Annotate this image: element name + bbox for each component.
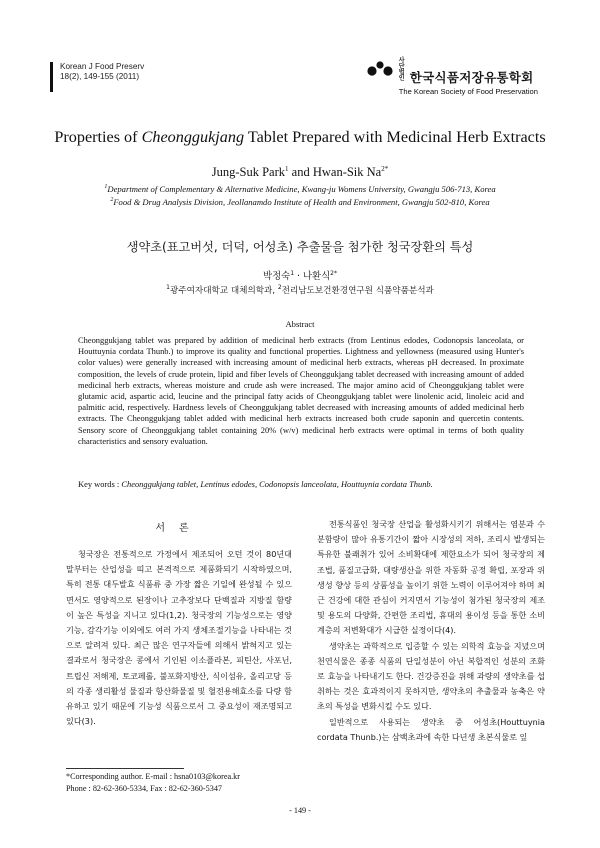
author-sup: 1 bbox=[285, 165, 289, 173]
korean-affil-text: 광주여자대학교 대체의학과, bbox=[170, 286, 278, 296]
affil-sup: 1 bbox=[104, 184, 108, 190]
title-italic: Cheonggukjang bbox=[141, 128, 245, 146]
korean-author: 나환식 bbox=[302, 271, 331, 282]
korean-author-sep: · bbox=[294, 271, 303, 282]
journal-bar bbox=[50, 62, 53, 92]
author-sup: 2* bbox=[381, 165, 389, 173]
left-column bbox=[66, 547, 292, 729]
affil-text: Food & Drug Analysis Division, Jeollanamdo Institute of Health and Environment, Gwangju 502-810, Korea bbox=[113, 196, 490, 207]
intro-paragraph: 청국장은 전통적으로 가정에서 제조되어 오던 것이 80년대 말부터는 산업성을 띠고 본격적으로 제품화되기 시작하였으며, 특히 전통 대두발효 식품류 중 가장 짧은 기일에 완성될 수 있으면서도 영양적으로 된장이나 고추장보다 단백질과 지방질 함량이 높은 특성을 지니고 있다(1,2). 청국장의 기능성으로는 영양기능, 감각기능 이외에도 여러 가지 생체조절기능을 나타내는 것으로 알려져 있다. 최근 많은 연구자들에 의해서 밝혀지고 있는 결과로서 청국장은 콩에서 기인된 이소플라본, 피틴산, 사포닌, 트립신 저해제, 토코페롤, 불포화지방산, 식이섬유, 올리고당 등의 각종 생리활성 물질과 항산화물질 및 혈전용해효소를 다량 함유하고 있기 때문에 기능성 식품으로서 그 중요성이 재조명되고 있다(3). bbox=[66, 549, 292, 727]
affiliation-2 bbox=[40, 195, 560, 208]
right-column bbox=[317, 517, 545, 745]
title-part: Properties of bbox=[54, 128, 142, 146]
corresponding-author-footnote bbox=[66, 771, 240, 795]
korean-authors bbox=[40, 268, 560, 282]
korean-author-sup: 2* bbox=[330, 269, 337, 277]
korean-author: 박정숙 bbox=[263, 271, 291, 282]
title-part: Tablet Prepared with Medicinal Herb Extracts bbox=[244, 128, 546, 146]
keywords-list: Cheonggukjang tablet, Lentinus edodes, Codonopsis lanceolata, Houttuynia cordata Thunb. bbox=[121, 479, 433, 489]
affil-sup: 2 bbox=[110, 196, 114, 203]
author-and: and bbox=[288, 165, 313, 180]
abstract-body: Cheonggukjang tablet was prepared by addition of medicinal herb extracts (from Lentinus edodes, Codonopsis lanceolata, or Houttuynia cordata Thunb.) to improve its quality and functional properties. Lightness and yellowness (measured using Hunter's color values) were generally increased with increasing amount of medicinal herb extracts, whereas pH decreased. In proximate composition, the levels of crude protein, lipid and fiber levels of Cheonggukjang tablet decreased with increasing amount of added medicinal herb extracts, whereas moisture and crude ash were increased. The major amino acid of Cheonggukjang tablet were glutamic acid, aspartic acid, leucine and the principal fatty acids of Cheonggukjang tablet were linolenic acid, linoleic acid and palmitic acid, respectively. Hardness levels of Cheonggukjang tablet decreased with increasing amounts of added medicinal herb extracts. The Cheonggukjang tablet added with medicinal herb extracts increased both crude saponin and quercetin contents. Sensory score of Cheonggukjang tablet containing 20% (w/v) medicinal herb extracts were optimal in terms of both quality characteristics and sensory evaluation. bbox=[78, 335, 524, 446]
journal-volume: 18(2), 149-155 (2011) bbox=[60, 72, 140, 81]
keywords-label: Key words : bbox=[78, 479, 122, 489]
journal-info bbox=[60, 62, 144, 82]
page-number: - 149 - bbox=[289, 806, 311, 815]
korean-affiliations bbox=[40, 284, 560, 296]
corresponding-phone: Phone : 82-62-360-5334, Fax : 82-62-360-5347 bbox=[66, 784, 223, 793]
paper-title bbox=[40, 128, 560, 147]
author-list bbox=[40, 165, 560, 180]
journal-name: Korean J Food Preserv bbox=[60, 62, 145, 71]
intro-paragraph: 생약초는 과학적으로 입증할 수 있는 의학적 효능을 지녔으며 천연식물은 종종 식품의 단일성분이 아닌 복합적인 성분의 조화로 효능을 나타내기도 한다. 건강증진을 위해 과량의 생약초를 섭취하는 것은 효과적이지 못하지만, 생약초의 추출물과 농축은 약초의 특성을 변화시킬 수도 있다. bbox=[317, 640, 545, 712]
korean-affil-sup: 2 bbox=[277, 284, 282, 292]
society-logo-icon bbox=[367, 60, 393, 78]
section-heading-introduction: 서론 bbox=[155, 523, 203, 534]
footnote-rule bbox=[66, 768, 184, 769]
korean-title: 생약초(표고버섯, 더덕, 어성초) 추출물을 첨가한 청국장환의 특성 bbox=[126, 240, 474, 254]
society-prefix: 사단법인 bbox=[398, 57, 405, 82]
korean-author-sup: 1 bbox=[290, 269, 295, 277]
intro-paragraph: 일반적으로 사용되는 생약초 중 어성초(Houttuynia cordata Thunb.)는 삼백초과에 속한 다년생 초본식물로 잎 bbox=[317, 716, 545, 742]
society-english-name: The Korean Society of Food Preservation bbox=[398, 87, 538, 96]
affiliations bbox=[40, 182, 560, 208]
corresponding-email: *Corresponding author. E-mail : hsna0103@korea.kr bbox=[66, 772, 240, 781]
author-name: Hwan-Sik Na bbox=[312, 165, 382, 180]
author-name: Jung-Suk Park bbox=[211, 165, 286, 180]
intro-paragraph: 전통식품인 청국장 산업을 활성화시키기 위해서는 염분과 수분함량이 많아 유통기간이 짧아 시장성의 저하, 조리시 발생되는 특유한 불쾌취가 있어 소비확대에 제한요소가 되어 청국장의 제조법, 품질고급화, 대량생산을 위한 자동화 공정 확립, 포장과 위생성 향상 등의 상품성을 높이기 위한 노력이 이루어져야 하며 최근 건강에 대한 관심이 커지면서 기능성이 첨가된 청국장의 제조 및 용도의 다양화, 간편한 조리법, 휴대의 용이성 등을 통한 소비계층의 저변확대가 시급한 실정이다(4). bbox=[317, 519, 545, 636]
affiliation-1 bbox=[40, 182, 560, 195]
society-korean-name bbox=[399, 58, 538, 86]
affil-text: Department of Complementary & Alternative Medicine, Kwang-ju Womens University, Gwangju 506-713, Korea bbox=[107, 183, 496, 194]
keywords bbox=[78, 479, 524, 489]
abstract-heading: Abstract bbox=[285, 319, 315, 329]
korean-affil-sup: 1 bbox=[166, 284, 170, 292]
society-header bbox=[399, 58, 538, 96]
society-korean-text: 한국식품저장유통학회 bbox=[409, 70, 534, 85]
korean-affil-text: 전리남도보건환경연구원 식품약품분석과 bbox=[281, 286, 434, 296]
